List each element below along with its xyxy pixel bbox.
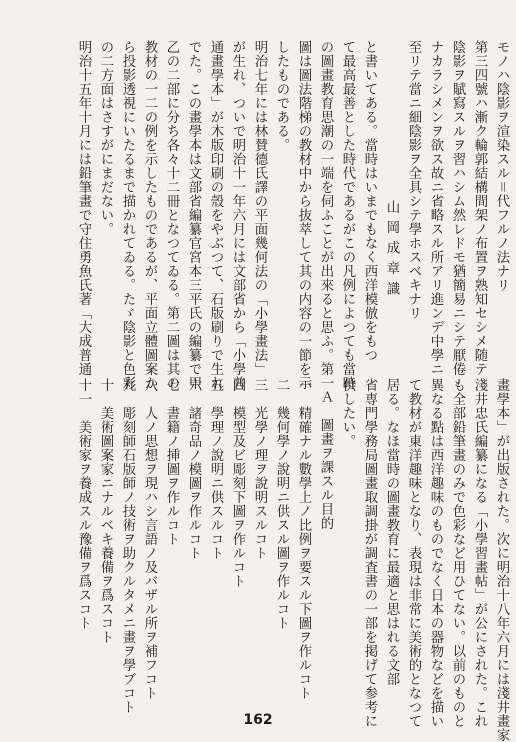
- list-item: 三 光學ノ理ヲ說明スルコト: [252, 378, 267, 560]
- text-column: したものである。: [274, 40, 289, 152]
- section-heading: Ａ 圖畫ヲ課スル目的: [318, 390, 333, 530]
- text-column: ら投影透視にいたるまで描かれてゐる。たゞ陰影と色彩: [120, 40, 135, 390]
- text-column: 通畫學本」が木版印刷の殼をやぶつて、石版刷りで生れ: [208, 40, 223, 390]
- list-item: 八 人ノ思想ヲ現ハシ言語ノ及バザル所ヲ補フコト: [142, 378, 157, 700]
- text-column: の二方面はさすがにまだない。: [98, 40, 113, 236]
- list-item: 五 學理ノ說明ニ供スルコト: [208, 378, 223, 560]
- list-item: 七 書籍ノ挿圖ヲ作ルコト: [164, 378, 179, 546]
- text-column: が生れ、ついで明治十一年六月には文部省から「小學普: [230, 40, 245, 390]
- text-column: 明治十五年十月には鉛筆畫で守住勇魚氏著「大成普通: [76, 40, 91, 376]
- text-column: でた。この畫學本は文部省編纂官宮本三平氏の編纂で甲: [186, 40, 201, 390]
- text-column: 陰影ヲ賦寫スルヲ習ハシム然レドモ猶簡易ニシテ厭倦: [450, 40, 465, 376]
- text-column: 乙の二部に分ち各々十二冊となつてゐる。第二圖は其の: [164, 40, 179, 390]
- list-item: 十 美術圖案家ニナルベキ養備ヲ爲スコト: [98, 378, 113, 644]
- text-column: 教材の一二の例を示したものであるが、平面立體圖案か: [142, 40, 157, 390]
- text-column: 淺井忠氏編纂になる「小學習畫帖」が公にされた。これ: [472, 378, 487, 728]
- text-column: 畫學本」が出版された。次に明治十八年六月には淺井畫家: [494, 378, 509, 742]
- page-number: 162: [243, 712, 273, 728]
- text-column: ナカラシメンヲ欲ス故ニ省略スル所アリ進ンデ中學ニ: [428, 40, 443, 376]
- text-column: 供したい。: [340, 378, 355, 448]
- signature-line: 山岡成章識: [384, 200, 399, 302]
- text-column: 第三四號ハ漸ク輪郭結構間架ノ布置ヲ熟知セシメ随テ: [472, 40, 487, 376]
- text-column: 異なる點は西洋趣味のものでなく日本の器物などを描い: [428, 378, 443, 728]
- text-column: 省専門學務局圖畫取調掛が調査書の一部を掲げて参考に: [362, 378, 377, 728]
- text-column: 至リテ當ニ細陰影ヲ全具シテ學ホスベキナリ: [406, 40, 421, 320]
- list-item: 六 諸奇品ノ模圖ヲ作ルコト: [186, 378, 201, 560]
- list-item: 一 精確ナル數學上ノ比例ヲ要スル下圖ヲ作ルコト: [296, 378, 311, 700]
- list-item: 九 彫刻師石版師ノ技術ヲ助クルタメニ畫ヲ學ブコト: [120, 378, 135, 714]
- text-column: モノハ陰影ヲ渲染スル＝代フルノ法ナリ: [494, 40, 509, 292]
- text-column: も全部鉛筆畫のみで色彩など用ひてない。以前のものと: [450, 378, 465, 728]
- text-column: て教材が東洋趣味となり、表現は非常に美術的となつて: [406, 378, 421, 728]
- text-column: 居る。なほ當時の圖畫教育に最適と思はれる文部: [384, 378, 399, 686]
- text-column: 圖は圖法階梯の教材中から抜萃して其の内容の一節を示: [296, 40, 311, 390]
- list-item: 二 幾何學ノ說明ニ供スル圖ヲ作ルコト: [274, 378, 289, 630]
- text-column: の圖畫教育思潮の一端を伺ふことが出來ると思ふ。第一: [318, 40, 333, 390]
- text-column: と書いてある。當時はいまでもなく西洋模倣をもつ: [362, 40, 377, 362]
- text-column: 明治七年には林賛德氏譯の平面幾何法の「小學畫法」: [252, 40, 267, 376]
- text-column: て最高最善とした時代であるがこの凡例によつても當時: [340, 40, 355, 390]
- list-item: 四 模型及ビ彫刻下圖ヲ作ルコト: [230, 378, 245, 588]
- list-item: 十一 美術家ヲ養成スル豫備ヲ爲スコト: [76, 378, 91, 630]
